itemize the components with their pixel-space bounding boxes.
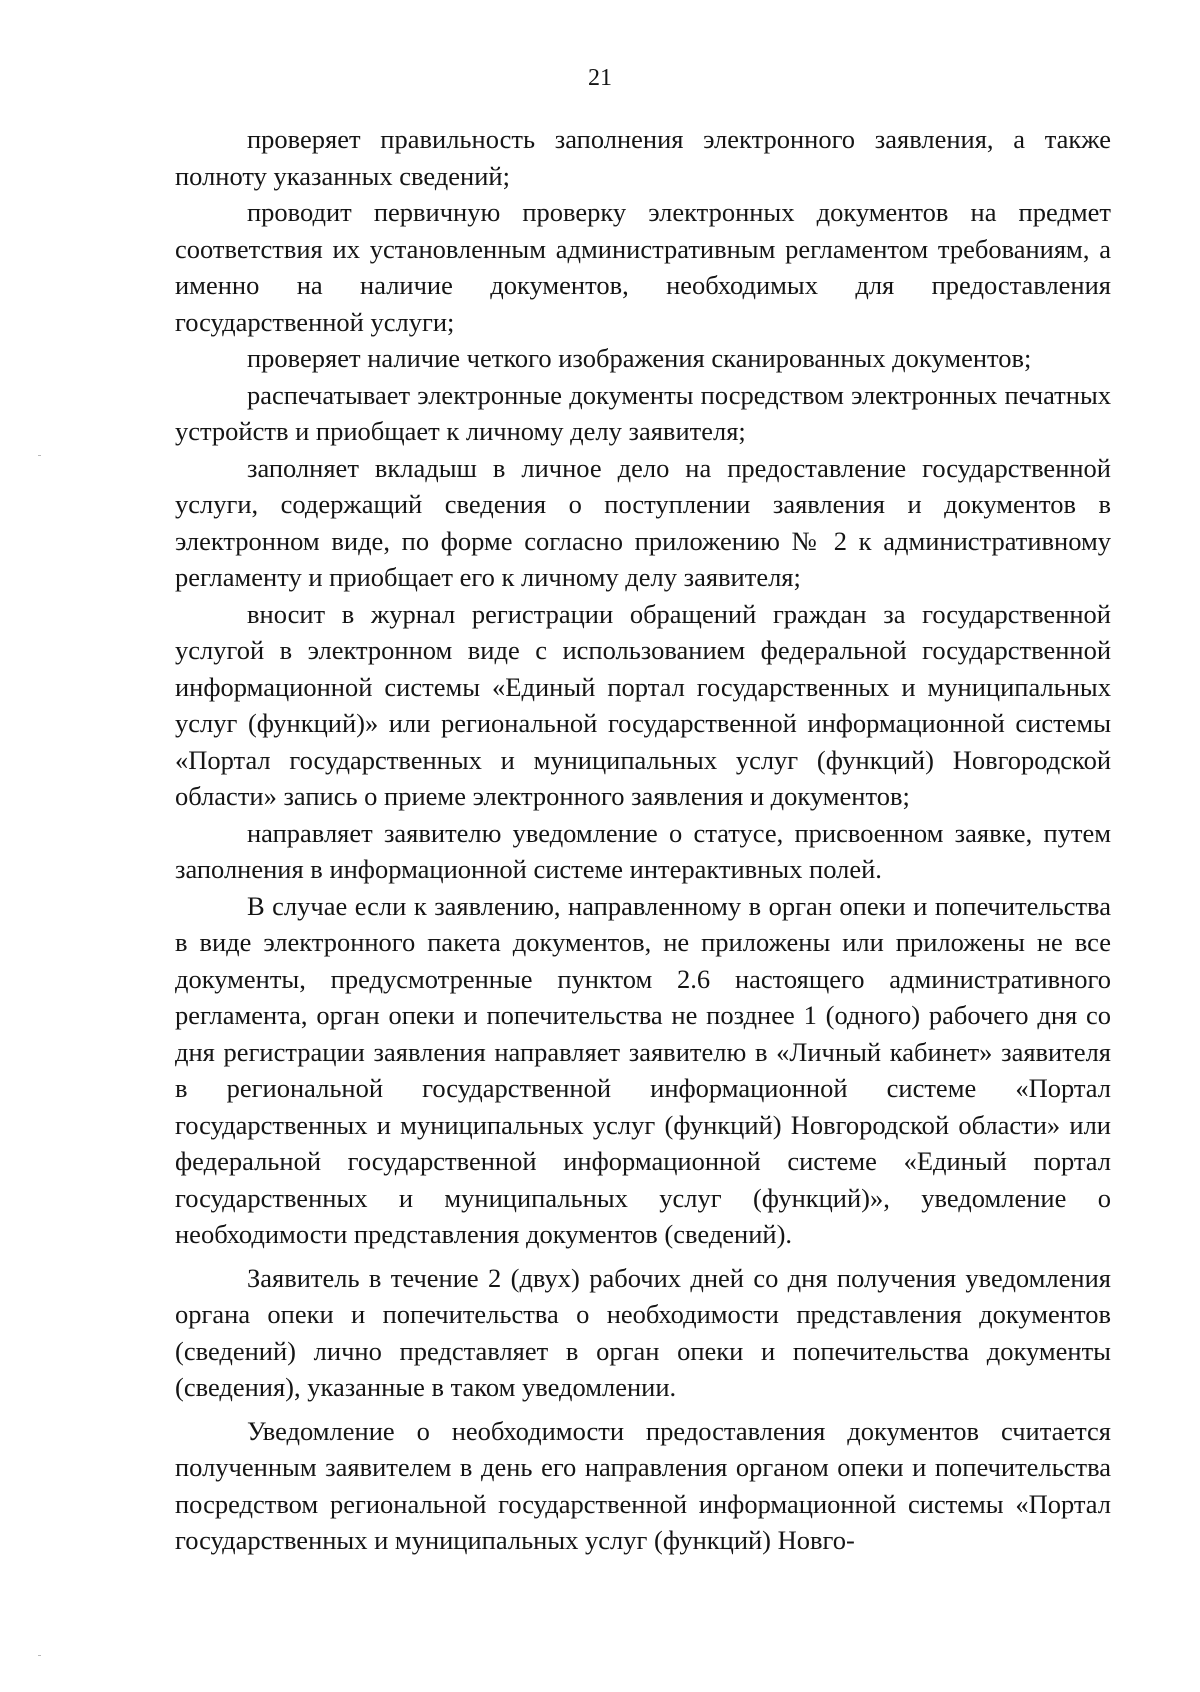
paragraph-10: Уведомление о необходимости предоставления документов считается полученным заявителем в день его направления органом опеки и попечительства посредством региональной государственной информационной системы «Портал государственных и муниципальных услуг (функций) Новго- bbox=[175, 1415, 1111, 1555]
paragraph-2: проводит первичную проверку электронных документов на предмет соответствия их установленным административным регламентом требованиям, а именно на наличие документов, необходимых для предоставления государственной услуги; bbox=[175, 197, 1111, 337]
paragraph-4: распечатывает электронные документы посредством электронных печатных устройств и приобщает к личному делу заявителя; bbox=[175, 379, 1111, 446]
scan-mark bbox=[38, 1655, 41, 1656]
document-body bbox=[175, 121, 1111, 1559]
paragraph-8: В случае если к заявлению, направленному в орган опеки и попечительства в виде электронного пакета документов, не приложены или приложены не все документы, предусмотренные пунктом 2.6 настоящего административного регламента, орган опеки и попечительства не позднее 1 (одного) рабочего дня со дня регистрации заявления направляет заявителю в «Личный кабинет» заявителя в региональной государственной информационной системе «Портал государственных и муниципальных услуг (функций) Новгородской области» или федеральной государственной информационной системе «Единый портал государственных и муниципальных услуг (функций)», уведомление о необходимости представления документов (сведений). bbox=[175, 890, 1111, 1249]
page-number: 21 bbox=[588, 65, 612, 91]
scan-mark bbox=[38, 455, 41, 456]
paragraph-5: заполняет вкладыш в личное дело на предоставление государственной услуги, содержащий сведения о поступлении заявления и документов в электронном виде, по форме согласно приложению № 2 к административному регламенту и приобщает его к личному делу заявителя; bbox=[175, 452, 1111, 592]
paragraph-6: вносит в журнал регистрации обращений граждан за государственной услугой в электронном виде с использованием федеральной государственной информационной системы «Единый портал государственных и муниципальных услуг (функций)» или региональной государственной информационной системы «Портал государственных и муниципальных услуг (функций) Новгородской области» запись о приеме электронного заявления и документов; bbox=[175, 598, 1111, 811]
paragraph-7: направляет заявителю уведомление о статусе, присвоенном заявке, путем заполнения в информационной системе интерактивных полей. bbox=[175, 817, 1111, 884]
paragraph-1: проверяет правильность заполнения электронного заявления, а также полноту указанных сведений; bbox=[175, 124, 1111, 191]
paragraph-3: проверяет наличие четкого изображения сканированных документов; bbox=[247, 343, 1032, 373]
paragraph-9: Заявитель в течение 2 (двух) рабочих дней со дня получения уведомления органа опеки и попечительства о необходимости представления документов (сведений) лично представляет в орган опеки и попечительства документы (сведения), указанные в таком уведомлении. bbox=[175, 1262, 1111, 1402]
